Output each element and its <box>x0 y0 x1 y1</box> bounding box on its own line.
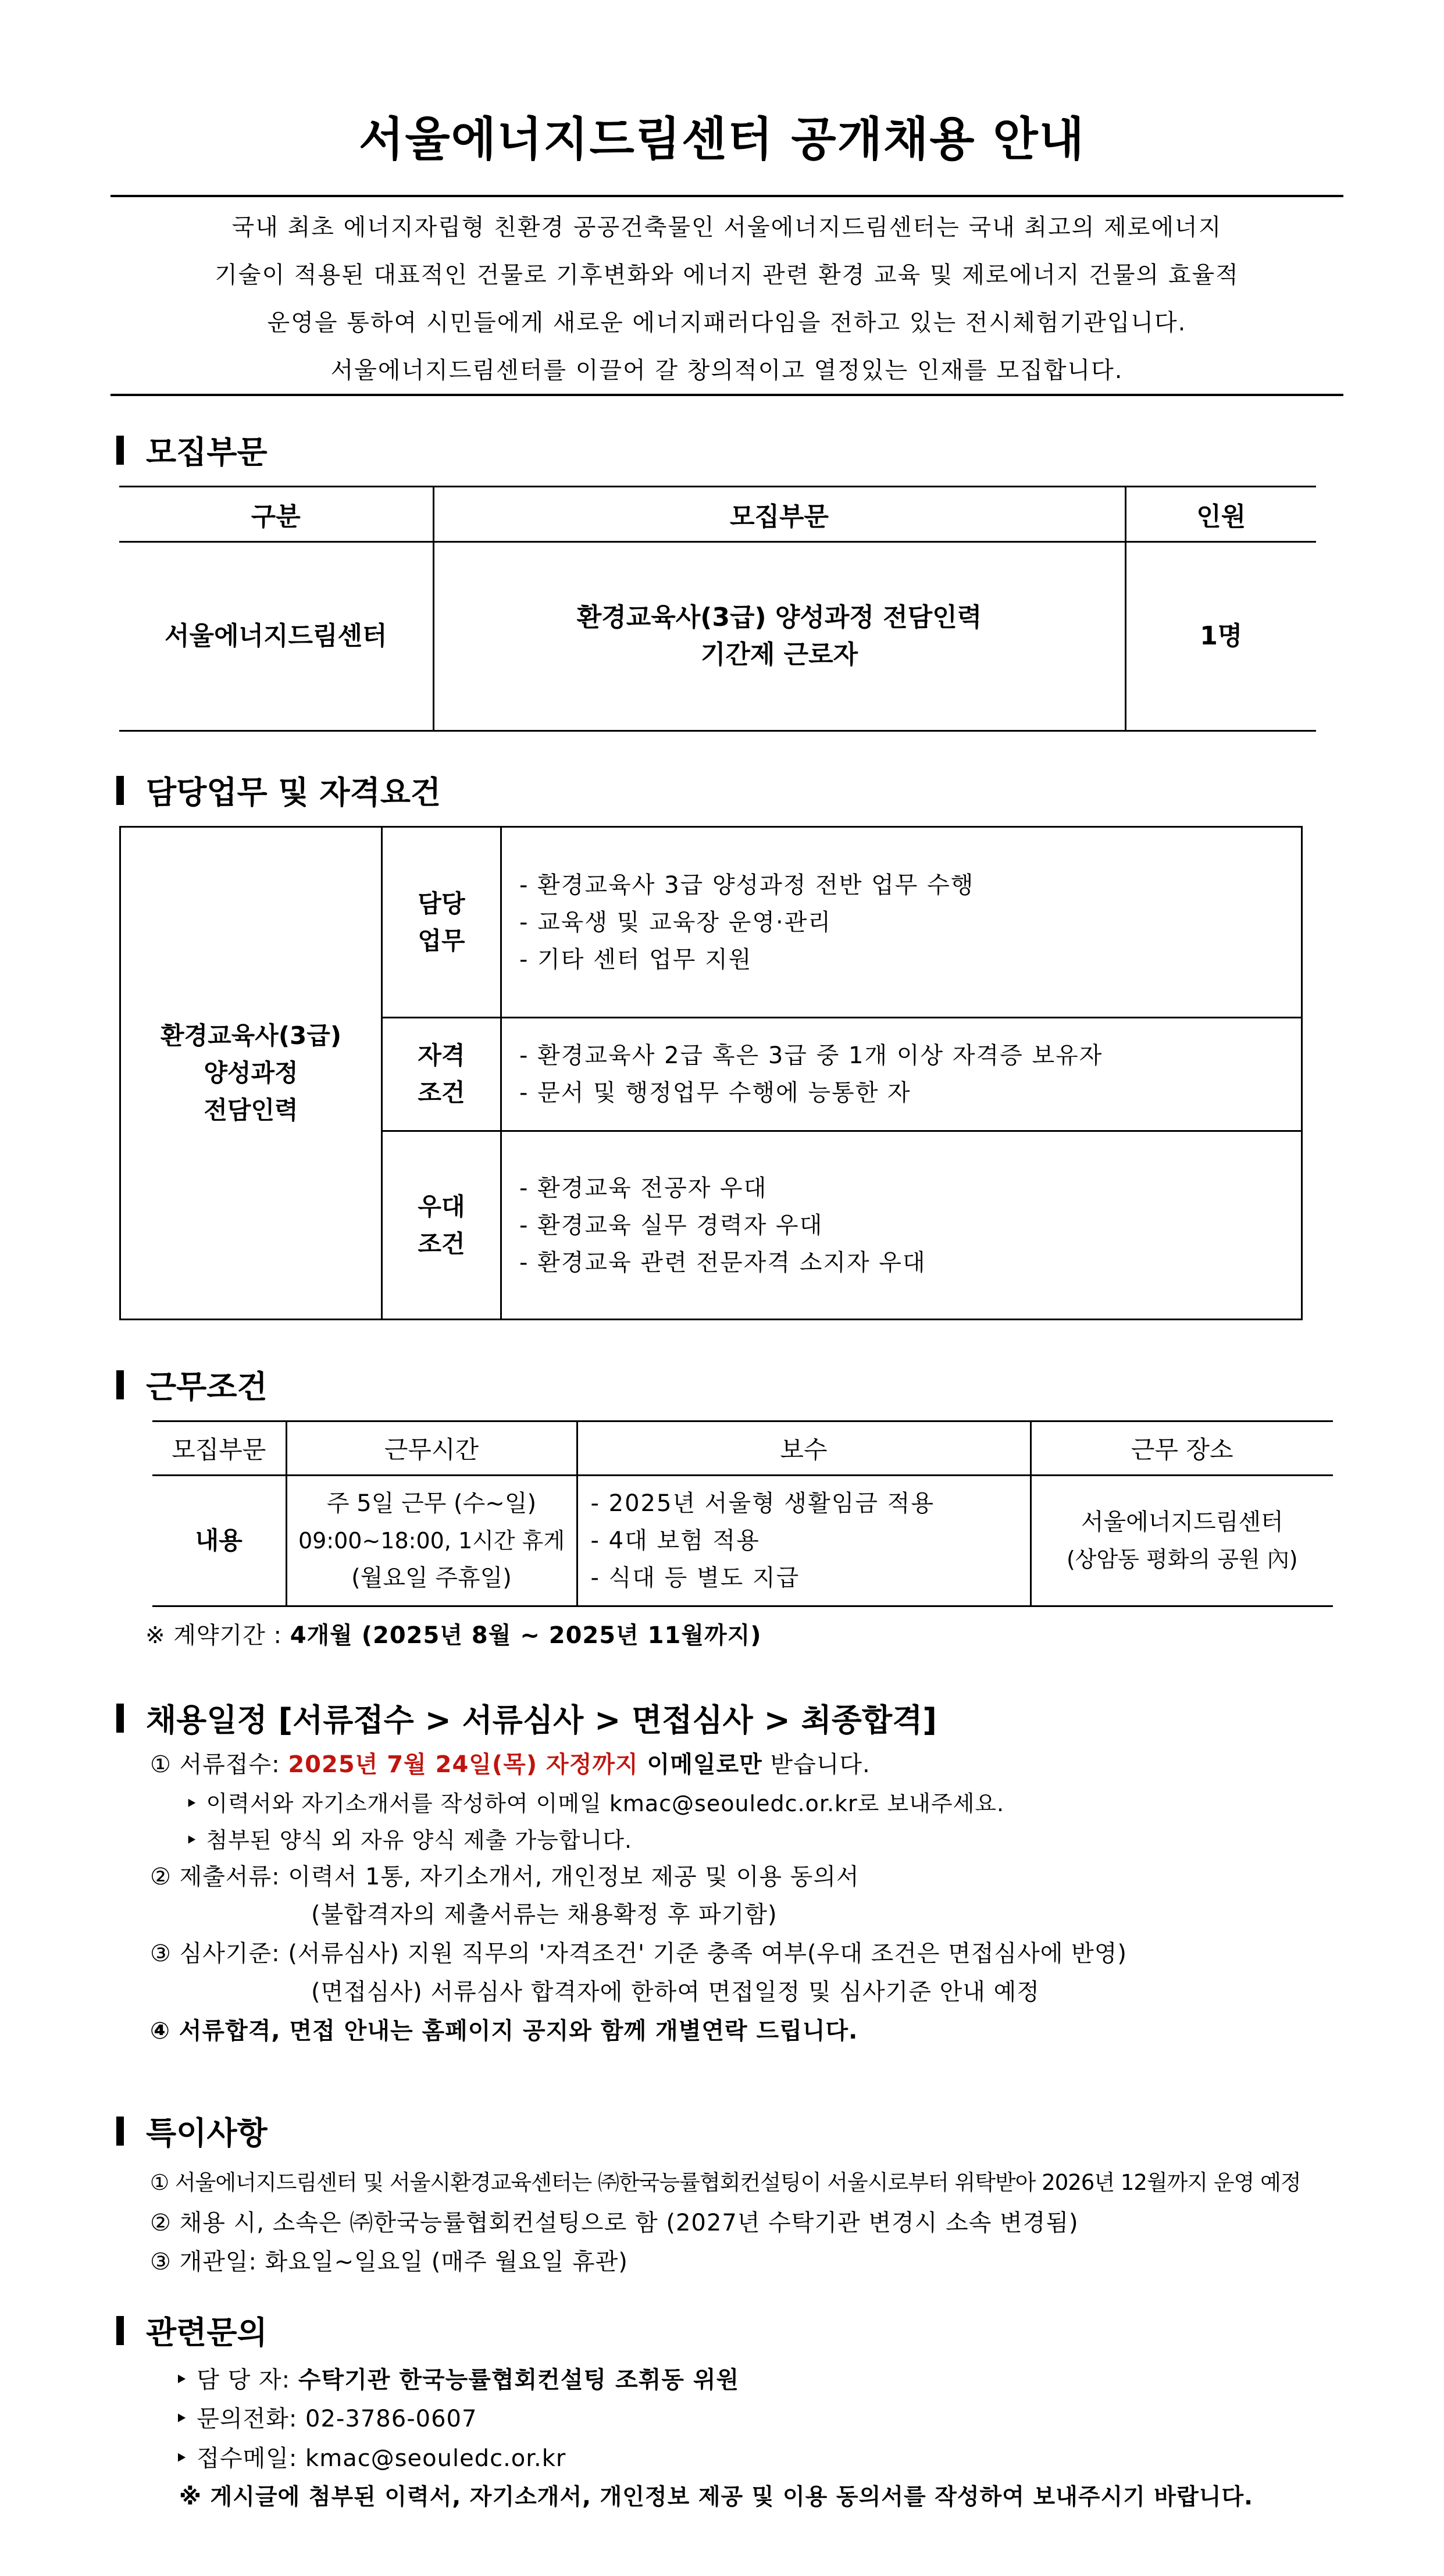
place-cell: 서울에너지드림센터 (상암동 평화의 공원 內) <box>1031 1476 1333 1606</box>
special-item: ③ 개관일: 화요일~일요일 (매주 월요일 휴관) <box>150 2249 628 2275</box>
section-special-heading: 특이사항 <box>116 2108 268 2153</box>
header-cell: 구분 <box>119 487 433 542</box>
table-row <box>152 1476 1333 1606</box>
preference-label: 우대 조건 <box>382 1131 501 1320</box>
header-cell: 모집부문 <box>433 487 1125 542</box>
org-cell: 서울에너지드림센터 <box>119 542 433 731</box>
duty-lead-cell: 환경교육사(3급) 양성과정 전담인력 <box>120 827 382 1320</box>
header-cell: 모집부문 <box>152 1421 286 1476</box>
duty-content: - 환경교육사 3급 양성과정 전반 업무 수행 - 교육생 및 교육장 운영·관리 - 기타 센터 업무 지원 <box>501 827 1302 1018</box>
schedule-bullet: ‣ 이력서와 자기소개서를 작성하여 이메일 kmac@seouledc.or.kr로 보내주세요. <box>185 1791 1005 1816</box>
section-contact-heading: 관련문의 <box>116 2308 268 2353</box>
section-schedule-heading: 채용일정 [서류접수 > 서류심사 > 면접심사 > 최종합격] <box>116 1695 937 1740</box>
section-bar <box>116 1704 124 1733</box>
header-cell: 인원 <box>1125 487 1316 542</box>
qualification-content: - 환경교육사 2급 혹은 3급 중 1개 이상 자격증 보유자 - 문서 및 행정업무 수행에 능통한 자 <box>501 1018 1302 1131</box>
position-cell: 환경교육사(3급) 양성과정 전담인력 기간제 근로자 <box>433 542 1125 731</box>
contact-note: ※ 게시글에 첨부된 이력서, 자기소개서, 개인정보 제공 및 이용 동의서를 작성하여 보내주시기 바랍니다. <box>179 2484 1253 2510</box>
header-cell: 근무시간 <box>286 1421 577 1476</box>
duty-label: 담당 업무 <box>382 827 501 1018</box>
section-recruit-heading: 모집부문 <box>116 427 268 472</box>
schedule-item-4: ④ 서류합격, 면접 안내는 홈페이지 공지와 함께 개별연락 드립니다. <box>150 2018 858 2044</box>
schedule-item-3-sub: (면접심사) 서류심사 합격자에 한하여 면접일정 및 심사기준 안내 예정 <box>311 1979 1040 2005</box>
intro-line: 국내 최초 에너지자립형 친환경 공공건축물인 서울에너지드림센터는 국내 최고의 제로에너지 <box>231 214 1222 241</box>
intro-text <box>110 204 1343 394</box>
special-item: ② 채용 시, 소속은 ㈜한국능률협회컨설팅으로 함 (2027년 수탁기관 변경시 소속 변경됨) <box>150 2210 1079 2236</box>
duties-table <box>119 826 1303 1320</box>
table-row <box>120 827 1302 1018</box>
contact-phone: ‣ 문의전화: 02-3786-0607 <box>174 2406 477 2432</box>
contract-note: ※ 계약기간 : 4개월 (2025년 8월 ~ 2025년 11월까지) <box>145 1622 762 1649</box>
contact-email: ‣ 접수메일: kmac@seouledc.or.kr <box>174 2445 566 2472</box>
schedule-item-3: ③ 심사기준: (서류심사) 지원 직무의 '자격조건' 기준 충족 여부(우대 조건은 면접심사에 반영) <box>150 1940 1128 1967</box>
section-bar <box>116 2117 124 2146</box>
intro-line: 운영을 통하여 시민들에게 새로운 에너지패러다임을 전하고 있는 전시체험기관입니다. <box>267 309 1187 336</box>
section-bar <box>116 2316 124 2345</box>
section-bar <box>116 436 124 465</box>
row-label: 내용 <box>152 1476 286 1606</box>
intro-line: 서울에너지드림센터를 이끌어 갈 창의적이고 열정있는 인재를 모집합니다. <box>330 357 1124 384</box>
table-row <box>119 542 1316 731</box>
divider <box>110 195 1343 197</box>
section-bar <box>116 776 124 805</box>
header-cell: 보수 <box>577 1421 1031 1476</box>
intro-line: 기술이 적용된 대표적인 건물로 기후변화와 에너지 관련 환경 교육 및 제로에너지 건물의 효율적 <box>215 262 1239 288</box>
qualification-label: 자격 조건 <box>382 1018 501 1131</box>
count-cell: 1명 <box>1125 542 1316 731</box>
conditions-table <box>152 1420 1333 1607</box>
section-conditions-heading: 근무조건 <box>116 1362 268 1407</box>
schedule-item-1: ① 서류접수: 2025년 7월 24일(목) 자정까지 이메일로만 받습니다. <box>150 1751 871 1778</box>
header-cell: 근무 장소 <box>1031 1421 1333 1476</box>
section-bar <box>116 1370 124 1399</box>
recruit-table <box>119 486 1316 732</box>
preference-content: - 환경교육 전공자 우대 - 환경교육 실무 경력자 우대 - 환경교육 관련 전문자격 소지자 우대 <box>501 1131 1302 1320</box>
schedule-item-2-sub: (불합격자의 제출서류는 채용확정 후 파기함) <box>311 1901 778 1928</box>
special-item: ① 서울에너지드림센터 및 서울시환경교육센터는 ㈜한국능률협회컨설팅이 서울시로부터 위탁받아 2026년 12월까지 운영 예정 <box>150 2170 1301 2195</box>
hours-cell: 주 5일 근무 (수~일) 09:00~18:00, 1시간 휴게 (월요일 주휴일) <box>286 1476 577 1606</box>
section-duties-heading: 담당업무 및 자격요건 <box>116 768 441 813</box>
page-title: 서울에너지드림센터 공개채용 안내 <box>359 112 1085 166</box>
pay-cell: - 2025년 서울형 생활임금 적용 - 4대 보험 적용 - 식대 등 별도 지급 <box>577 1476 1031 1606</box>
schedule-item-2: ② 제출서류: 이력서 1통, 자기소개서, 개인정보 제공 및 이용 동의서 <box>150 1864 860 1890</box>
contact-person: ‣ 담 당 자: 수탁기관 한국능률협회컨설팅 조휘동 위원 <box>174 2367 740 2393</box>
divider <box>110 394 1343 396</box>
schedule-bullet: ‣ 첨부된 양식 외 자유 양식 제출 가능합니다. <box>185 1827 633 1853</box>
